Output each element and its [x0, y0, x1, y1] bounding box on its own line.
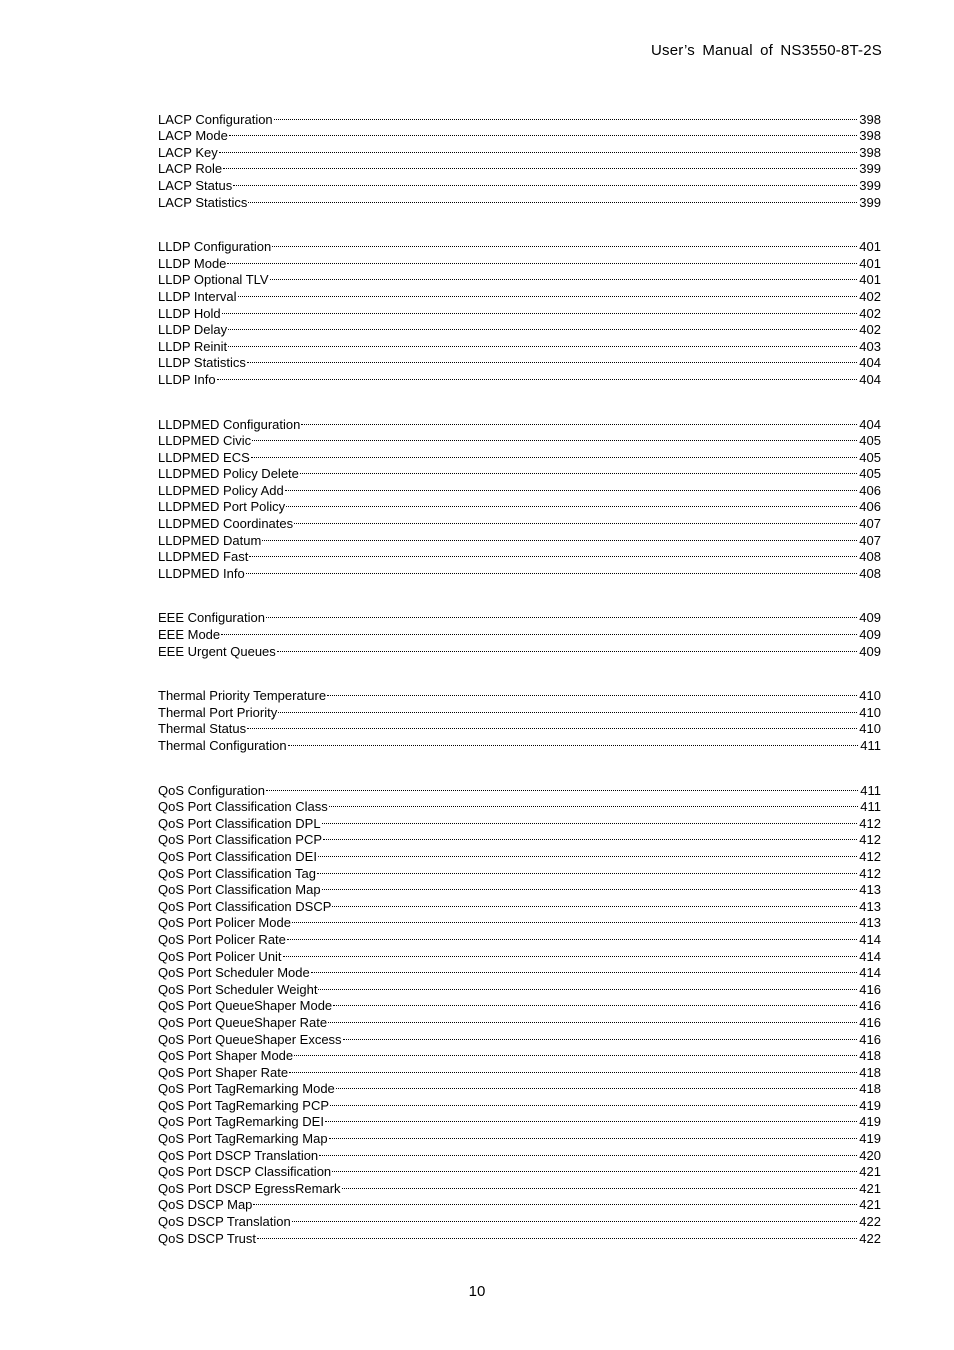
toc-entry-page: 414 [859, 931, 881, 947]
toc-entry[interactable] [158, 124, 881, 144]
toc-entry[interactable] [158, 284, 881, 304]
toc-entry-page: 398 [859, 144, 881, 160]
dot-leader [272, 235, 858, 252]
dot-leader [287, 927, 858, 944]
dot-leader [343, 1027, 859, 1044]
toc-entry-page: 416 [859, 1031, 881, 1047]
dot-leader [311, 961, 859, 978]
dot-leader [329, 795, 859, 812]
toc-entry-page: 413 [859, 882, 881, 898]
toc-entry-title: QoS Port Shaper Mode [158, 1048, 294, 1064]
toc-entry-title: QoS DSCP Translation [158, 1214, 291, 1230]
dot-leader [248, 190, 858, 207]
toc-entry-title: LLDP Interval [158, 288, 237, 304]
toc-entry-page: 401 [859, 239, 881, 255]
toc-entry[interactable] [158, 412, 881, 432]
dot-leader [274, 107, 859, 124]
toc-entry-title: QoS Port Policer Rate [158, 931, 286, 947]
toc-entry-page: 405 [859, 466, 881, 482]
toc-entry[interactable] [158, 318, 881, 338]
dot-leader [257, 1226, 858, 1243]
toc-entry-title: LACP Role [158, 161, 223, 177]
dot-leader [247, 717, 858, 734]
toc-entry[interactable] [158, 173, 881, 193]
toc-entry-title: LLDPMED Civic [158, 433, 252, 449]
dot-leader [251, 445, 859, 462]
dot-leader [333, 994, 858, 1011]
toc-entry-title: QoS Port Classification Class [158, 799, 328, 815]
toc-entry-title: LACP Key [158, 144, 218, 160]
toc-entry[interactable] [158, 606, 881, 626]
toc-entry-title: LACP Mode [158, 128, 228, 144]
toc-entry-page: 416 [859, 998, 881, 1014]
toc-entry-page: 421 [859, 1197, 881, 1213]
dot-leader [323, 828, 858, 845]
toc-entry-title: LLDPMED Policy Delete [158, 466, 299, 482]
toc-entry[interactable] [158, 622, 881, 643]
toc-group [158, 235, 881, 387]
dot-leader [222, 301, 859, 318]
dot-leader [288, 733, 860, 750]
toc-entry-page: 402 [859, 305, 881, 321]
toc-entry[interactable] [158, 445, 881, 465]
dot-leader [294, 1044, 858, 1061]
toc-entry-page: 402 [859, 288, 881, 304]
toc-entry-page: 399 [859, 194, 881, 210]
toc-entry-title: QoS Port Scheduler Mode [158, 965, 310, 981]
toc-entry[interactable] [158, 545, 881, 565]
toc-group [158, 778, 881, 1246]
toc-entry-page: 399 [859, 177, 881, 193]
toc-entry[interactable] [158, 1193, 881, 1213]
toc-entry-title: QoS Port TagRemarking Map [158, 1131, 328, 1147]
toc-entry-page: 419 [859, 1097, 881, 1113]
dot-leader [318, 977, 858, 994]
page-number: 10 [468, 1283, 486, 1300]
toc-entry-title: QoS Port Classification Map [158, 882, 321, 898]
dot-leader [292, 1209, 859, 1226]
toc-entry[interactable] [158, 639, 881, 659]
dot-leader [286, 495, 858, 512]
dot-leader [322, 878, 859, 895]
toc-entry[interactable] [158, 251, 881, 271]
dot-leader [246, 561, 859, 578]
toc-entry-title: LLDP Delay [158, 322, 228, 338]
toc-entry-page: 404 [859, 371, 881, 387]
toc-entry-title: EEE Mode [158, 627, 221, 643]
toc-entry[interactable] [158, 429, 881, 449]
dot-leader [219, 140, 859, 157]
toc-entry[interactable] [158, 157, 881, 177]
dot-leader [252, 429, 858, 446]
toc-entry-page: 410 [859, 704, 881, 720]
dot-leader [249, 545, 858, 562]
toc-entry-page: 416 [859, 981, 881, 997]
toc-entry-page: 406 [859, 499, 881, 515]
toc-entry-title: LLDP Optional TLV [158, 272, 269, 288]
toc-entry-page: 409 [859, 610, 881, 626]
dot-leader [238, 284, 859, 301]
dot-leader [322, 811, 859, 828]
toc-entry-page: 404 [859, 416, 881, 432]
toc-entry-title: LLDPMED Configuration [158, 416, 301, 432]
toc-entry-page: 418 [859, 1064, 881, 1080]
toc-entry-page: 412 [859, 865, 881, 881]
dot-leader [217, 367, 859, 384]
toc-entry-page: 405 [859, 449, 881, 465]
dot-leader [228, 334, 858, 351]
toc-entry-title: QoS Configuration [158, 782, 265, 798]
toc-entry[interactable] [158, 190, 881, 210]
manual-header: User’s Manual of NS3550-8T-2S [650, 42, 882, 59]
dot-leader [325, 1110, 858, 1127]
dot-leader [336, 1077, 859, 1094]
toc-entry-title: QoS Port QueueShaper Mode [158, 998, 333, 1014]
toc-entry-title: LLDPMED Port Policy [158, 499, 286, 515]
toc-entry[interactable] [158, 235, 881, 255]
toc-entry-title: Thermal Port Priority [158, 704, 278, 720]
toc-entry-page: 422 [859, 1230, 881, 1246]
toc-entry-page: 406 [859, 482, 881, 498]
dot-leader [283, 944, 859, 961]
toc-entry[interactable] [158, 301, 881, 321]
toc-entry-title: LLDP Reinit [158, 338, 228, 354]
dot-leader [223, 157, 858, 174]
dot-leader [253, 1193, 858, 1210]
toc-entry-title: LLDPMED Coordinates [158, 516, 294, 532]
toc-entry-title: LLDPMED Policy Add [158, 482, 284, 498]
toc-entry-title: QoS Port Scheduler Weight [158, 981, 318, 997]
toc-entry-page: 411 [860, 782, 881, 798]
toc-entry-title: EEE Configuration [158, 610, 265, 626]
dot-leader [318, 844, 858, 861]
toc-entry-page: 411 [860, 799, 881, 815]
toc-entry-title: QoS Port Classification PCP [158, 832, 323, 848]
toc-entry-title: LLDP Mode [158, 255, 227, 271]
toc-entry-title: QoS Port Policer Unit [158, 948, 282, 964]
toc-entry-title: QoS Port Policer Mode [158, 915, 291, 931]
toc-entry-title: QoS Port TagRemarking PCP [158, 1097, 329, 1113]
toc-entry-page: 419 [859, 1131, 881, 1147]
dot-leader [328, 1010, 858, 1027]
dot-leader [262, 528, 858, 545]
dot-leader [221, 622, 858, 639]
toc-entry-page: 413 [859, 898, 881, 914]
toc-entry-page: 398 [859, 111, 881, 127]
toc-entry-page: 414 [859, 948, 881, 964]
toc-entry-title: LLDPMED Info [158, 565, 245, 581]
toc-entry-title: QoS Port Classification Tag [158, 865, 316, 881]
toc-entry-page: 413 [859, 915, 881, 931]
toc-entry-page: 401 [859, 255, 881, 271]
toc-entry[interactable] [158, 107, 881, 127]
toc-entry[interactable] [158, 351, 881, 371]
toc-entry-title: QoS DSCP Map [158, 1197, 253, 1213]
toc-entry-page: 409 [859, 627, 881, 643]
dot-leader [300, 462, 858, 479]
toc-entry-page: 408 [859, 549, 881, 565]
toc-entry-page: 416 [859, 1014, 881, 1030]
toc-group [158, 412, 881, 581]
dot-leader [329, 1126, 859, 1143]
dot-leader [233, 173, 858, 190]
toc-entry-title: LLDP Statistics [158, 355, 246, 371]
toc-entry-title: QoS Port TagRemarking Mode [158, 1081, 335, 1097]
dot-leader [270, 268, 859, 285]
dot-leader [342, 1176, 859, 1193]
toc-entry[interactable] [158, 367, 881, 387]
toc-entry-title: LACP Statistics [158, 194, 248, 210]
toc-entry-page: 418 [859, 1081, 881, 1097]
toc-entry[interactable] [158, 733, 881, 753]
dot-leader [294, 511, 858, 528]
toc-entry[interactable] [158, 1226, 881, 1246]
toc-entry-title: Thermal Status [158, 721, 247, 737]
toc-entry-title: QoS Port DSCP Translation [158, 1147, 319, 1163]
dot-leader [319, 1143, 858, 1160]
toc-entry-page: 421 [859, 1180, 881, 1196]
toc-entry[interactable] [158, 334, 881, 354]
dot-leader [228, 318, 858, 335]
toc-entry-page: 399 [859, 161, 881, 177]
toc-entry-title: QoS Port Shaper Rate [158, 1064, 289, 1080]
toc-entry-title: LLDP Configuration [158, 239, 272, 255]
toc-entry-page: 408 [859, 565, 881, 581]
toc-entry-title: QoS Port Classification DSCP [158, 898, 332, 914]
toc-entry[interactable] [158, 561, 881, 581]
dot-leader [317, 861, 858, 878]
dot-leader [327, 684, 858, 701]
toc-entry-page: 420 [859, 1147, 881, 1163]
toc-entry-title: QoS Port DSCP EgressRemark [158, 1180, 341, 1196]
dot-leader [229, 124, 858, 141]
dot-leader [330, 1093, 858, 1110]
toc-entry-title: LLDP Hold [158, 305, 221, 321]
toc-entry[interactable] [158, 717, 881, 737]
toc-entry-title: LLDPMED Fast [158, 549, 249, 565]
toc-entry-title: Thermal Configuration [158, 738, 287, 753]
toc-entry-page: 403 [859, 338, 881, 354]
dot-leader [247, 351, 858, 368]
toc-entry[interactable] [158, 462, 881, 482]
toc-group [158, 606, 881, 659]
toc-entry-title: Thermal Priority Temperature [158, 688, 327, 704]
toc-entry[interactable] [158, 795, 881, 815]
toc-entry-page: 410 [859, 721, 881, 737]
dot-leader [266, 606, 858, 623]
dot-leader [332, 894, 858, 911]
toc-entry-title: LACP Configuration [158, 111, 273, 127]
toc-entry-page: 419 [859, 1114, 881, 1130]
toc-entry-title: QoS Port QueueShaper Excess [158, 1031, 342, 1047]
toc-entry-title: LLDPMED ECS [158, 449, 250, 465]
toc-entry-title: QoS Port Classification DEI [158, 848, 317, 864]
toc-entry[interactable] [158, 778, 881, 798]
toc-entry-title: LLDP Info [158, 371, 216, 387]
dot-leader [278, 700, 858, 717]
toc-entry-page: 407 [859, 532, 881, 548]
toc-entry[interactable] [158, 1209, 881, 1230]
toc-entry-page: 398 [859, 128, 881, 144]
toc-entry-page: 414 [859, 965, 881, 981]
dot-leader [292, 911, 858, 928]
toc-entry-title: LLDPMED Datum [158, 532, 262, 548]
dot-leader [227, 251, 858, 268]
toc-entry-page: 410 [859, 688, 881, 704]
dot-leader [277, 639, 859, 656]
toc-entry-page: 421 [859, 1164, 881, 1180]
toc-group [158, 107, 881, 210]
toc-entry-page: 402 [859, 322, 881, 338]
toc-entry[interactable] [158, 684, 881, 704]
toc-entry-page: 412 [859, 832, 881, 848]
dot-leader [289, 1060, 858, 1077]
toc-entry-title: EEE Urgent Queues [158, 643, 276, 659]
toc-entry[interactable] [158, 268, 881, 288]
toc-entry-page: 412 [859, 848, 881, 864]
dot-leader [332, 1160, 858, 1177]
toc-group [158, 684, 881, 753]
dot-leader [266, 778, 859, 795]
toc-entry-page: 418 [859, 1048, 881, 1064]
toc-entry-page: 407 [859, 516, 881, 532]
toc-entry[interactable] [158, 140, 881, 160]
toc-entry-title: QoS Port Classification DPL [158, 815, 321, 831]
toc-entry-page: 404 [859, 355, 881, 371]
toc-entry-page: 422 [859, 1214, 881, 1230]
toc-entry-title: QoS Port DSCP Classification [158, 1164, 332, 1180]
toc-entry-title: LACP Status [158, 177, 233, 193]
toc-entry-title: QoS Port TagRemarking DEI [158, 1114, 324, 1130]
toc-entry-page: 411 [860, 738, 881, 753]
toc-entry-title: QoS Port QueueShaper Rate [158, 1014, 328, 1030]
table-of-contents [158, 107, 881, 1271]
toc-entry-page: 405 [859, 433, 881, 449]
toc-entry-page: 412 [859, 815, 881, 831]
dot-leader [285, 478, 859, 495]
toc-entry-title: QoS DSCP Trust [158, 1230, 257, 1246]
toc-entry-page: 409 [859, 643, 881, 659]
toc-entry[interactable] [158, 528, 881, 548]
dot-leader [301, 412, 858, 429]
toc-entry-page: 401 [859, 272, 881, 288]
